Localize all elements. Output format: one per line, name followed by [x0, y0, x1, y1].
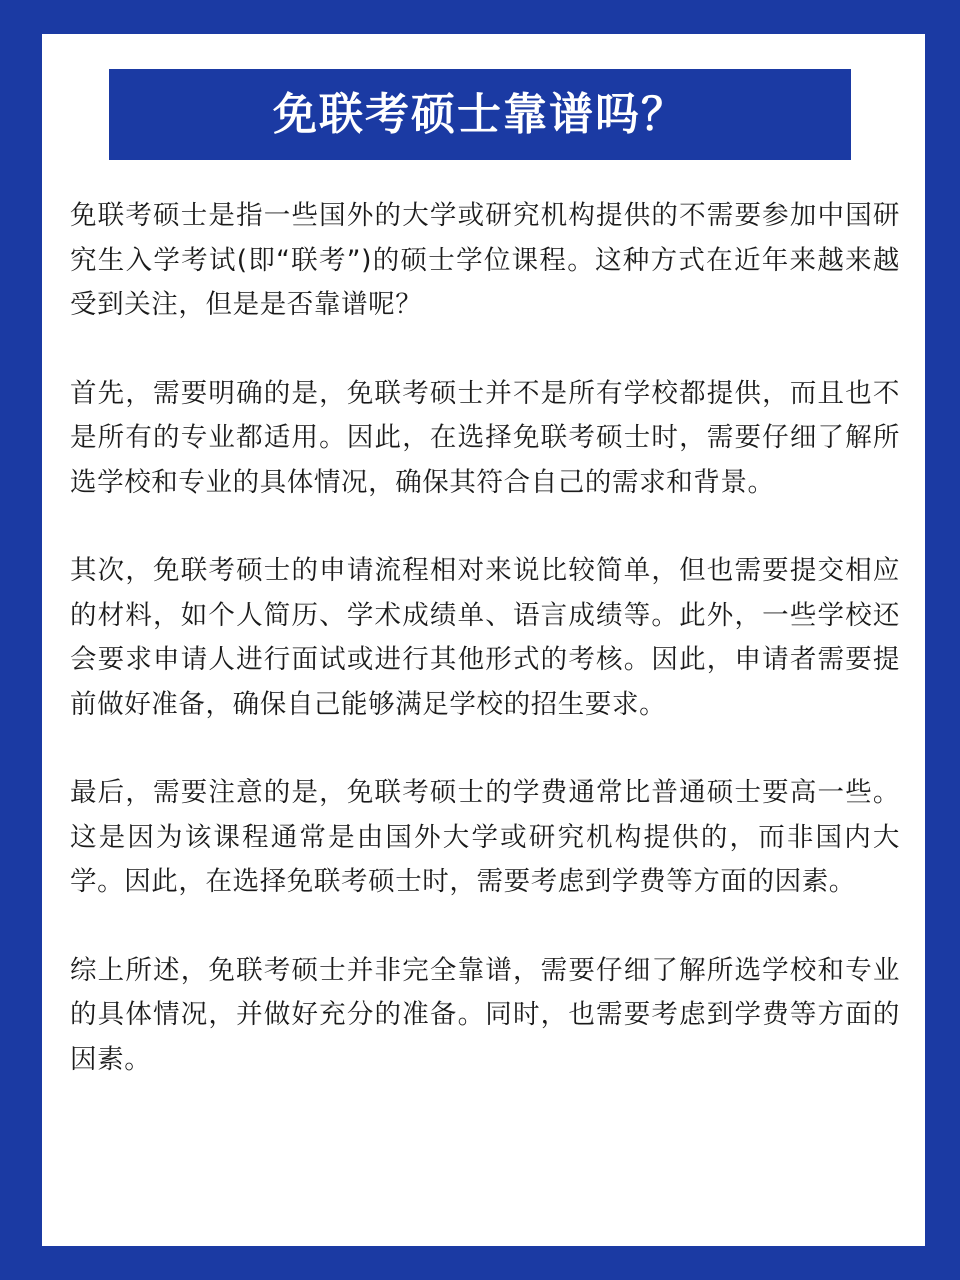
paragraph-summary: 综上所述，免联考硕士并非完全靠谱，需要仔细了解所选学校和专业的具体情况，并做好充分的准备。同时，也需要考虑到学费等方面的因素。 [70, 954, 900, 1075]
paragraph-last: 最后，需要注意的是，免联考硕士的学费通常比普通硕士要高一些。这是因为该课程通常是由国外大学或研究机构提供的，而非国内大学。因此，在选择免联考硕士时，需要考虑到学费等方面的因素。 [70, 777, 900, 897]
paragraph-first: 首先，需要明确的是，免联考硕士并不是所有学校都提供，而且也不是所有的专业都适用。因此，在选择免联考硕士时，需要仔细了解所选学校和专业的具体情况，确保其符合自己的需求和背景。 [70, 377, 900, 498]
title-banner [109, 69, 851, 160]
page-title: 免联考硕士靠谱吗？ [273, 88, 687, 140]
paragraph-intro: 免联考硕士是指一些国外的大学或研究机构提供的不需要参加中国研究生入学考试(即“联考”)的硕士学位课程。这种方式在近年来越来越受到关注，但是是否靠谱呢？ [70, 200, 900, 320]
article-body [70, 194, 900, 1082]
paragraph-second: 其次，免联考硕士的申请流程相对来说比较简单，但也需要提交相应的材料，如个人简历、学术成绩单、语言成绩等。此外，一些学校还会要求申请人进行面试或进行其他形式的考核。因此，申请者需要提前做好准备，确保自己能够满足学校的招生要求。 [70, 555, 900, 720]
article-card [42, 34, 925, 1246]
